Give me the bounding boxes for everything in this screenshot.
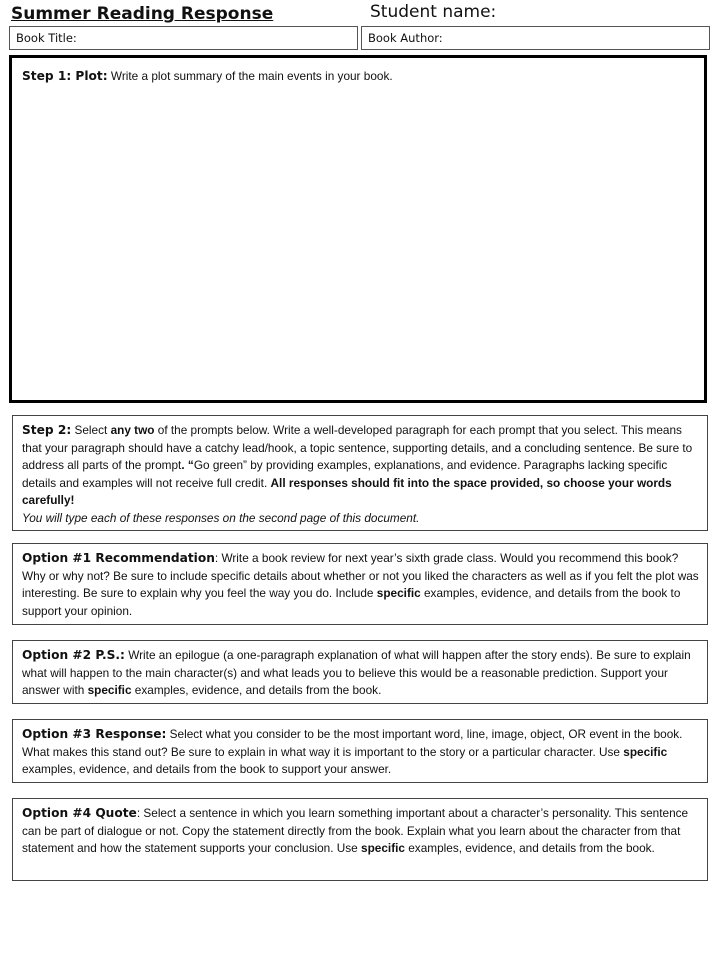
option1-box: [12, 543, 708, 625]
step2-heading: Step 2:: [22, 423, 72, 437]
option4-heading: Option #4 Quote: [22, 806, 137, 820]
book-author-field[interactable]: [361, 26, 710, 50]
option2-text-2: examples, evidence, and details from the book.: [131, 683, 382, 697]
book-title-label: Book Title:: [16, 31, 77, 45]
step2-box: [12, 415, 708, 531]
step1-instructions: Write a plot summary of the main events in your book.: [110, 69, 393, 83]
step2-bold-3: All responses should fit into the space provided, so choose your words carefully!: [22, 475, 672, 507]
option3-text-2: examples, evidence, and details from the book to support your answer.: [22, 762, 392, 776]
option1-text-1: : Write a book review for next year’s sixth grade class. Would you recommend this book? Why or why not? Be sure to include specific details about whether or not you liked the characters as well as if you felt the plot was interesting. Be sure to explain why you feel the way you do. Include: [22, 551, 699, 600]
step1-heading: Step 1: Plot:: [22, 69, 108, 83]
book-title-field[interactable]: [9, 26, 358, 50]
option3-text-1: Select what you consider to be the most important word, line, image, object, OR event in the book. What makes this stand out? Be sure to explain in what way it is important to the story or a particular character. Use: [22, 727, 683, 759]
student-name-label: Student name:: [370, 2, 497, 22]
option1-text-2: examples, evidence, and details from the book to support your opinion.: [22, 586, 681, 618]
option4-box: [12, 798, 708, 881]
option3-heading: Option #3 Response:: [22, 727, 167, 741]
option2-text-1: Write an epilogue (a one-paragraph explanation of what will happen after the story ends). Be sure to explain what will happen to the main character(s) and what leads you to believe this would be a reasonable prediction. Support your answer with: [22, 648, 691, 697]
option4-text-1: : Select a sentence in which you learn something important about a character’s personality. This sentence can be part of dialogue or not. Copy the statement directly from the book. Explain what you learn about the character from that statement and how the statement supports your conclusion. Use: [22, 806, 689, 855]
option2-heading: Option #2 P.S.:: [22, 648, 125, 662]
step2-text-2: of the prompts below. Write a well-developed paragraph for each prompt that you select. This means that your paragraph should have a catchy lead/hook, a topic sentence, supporting details, and a concluding sentence. Be sure to address all parts of the prompt: [22, 423, 693, 472]
option4-text-2: examples, evidence, and details from the book.: [404, 841, 655, 855]
step2-bold-2: . “: [181, 458, 194, 472]
option4-bold: specific: [361, 841, 405, 855]
option3-box: [12, 719, 708, 783]
book-author-label: Book Author:: [368, 31, 443, 45]
option1-heading: Option #1 Recommendation: [22, 551, 215, 565]
option1-bold: specific: [376, 586, 421, 600]
step2-bold-1: any two: [110, 423, 155, 437]
page-title: Summer Reading Response: [11, 4, 274, 24]
step1-plot-box[interactable]: [9, 55, 707, 403]
step2-italic-note: You will type each of these responses on the second page of this document.: [22, 510, 420, 525]
option2-bold: specific: [87, 683, 132, 697]
option3-bold: specific: [623, 744, 668, 759]
option2-box: [12, 640, 708, 704]
step2-text-3: Go green” by providing examples, explanations, and evidence. Paragraphs lacking specific details and examples will not receive full credit.: [22, 458, 668, 490]
step2-text-1: Select: [74, 423, 111, 437]
